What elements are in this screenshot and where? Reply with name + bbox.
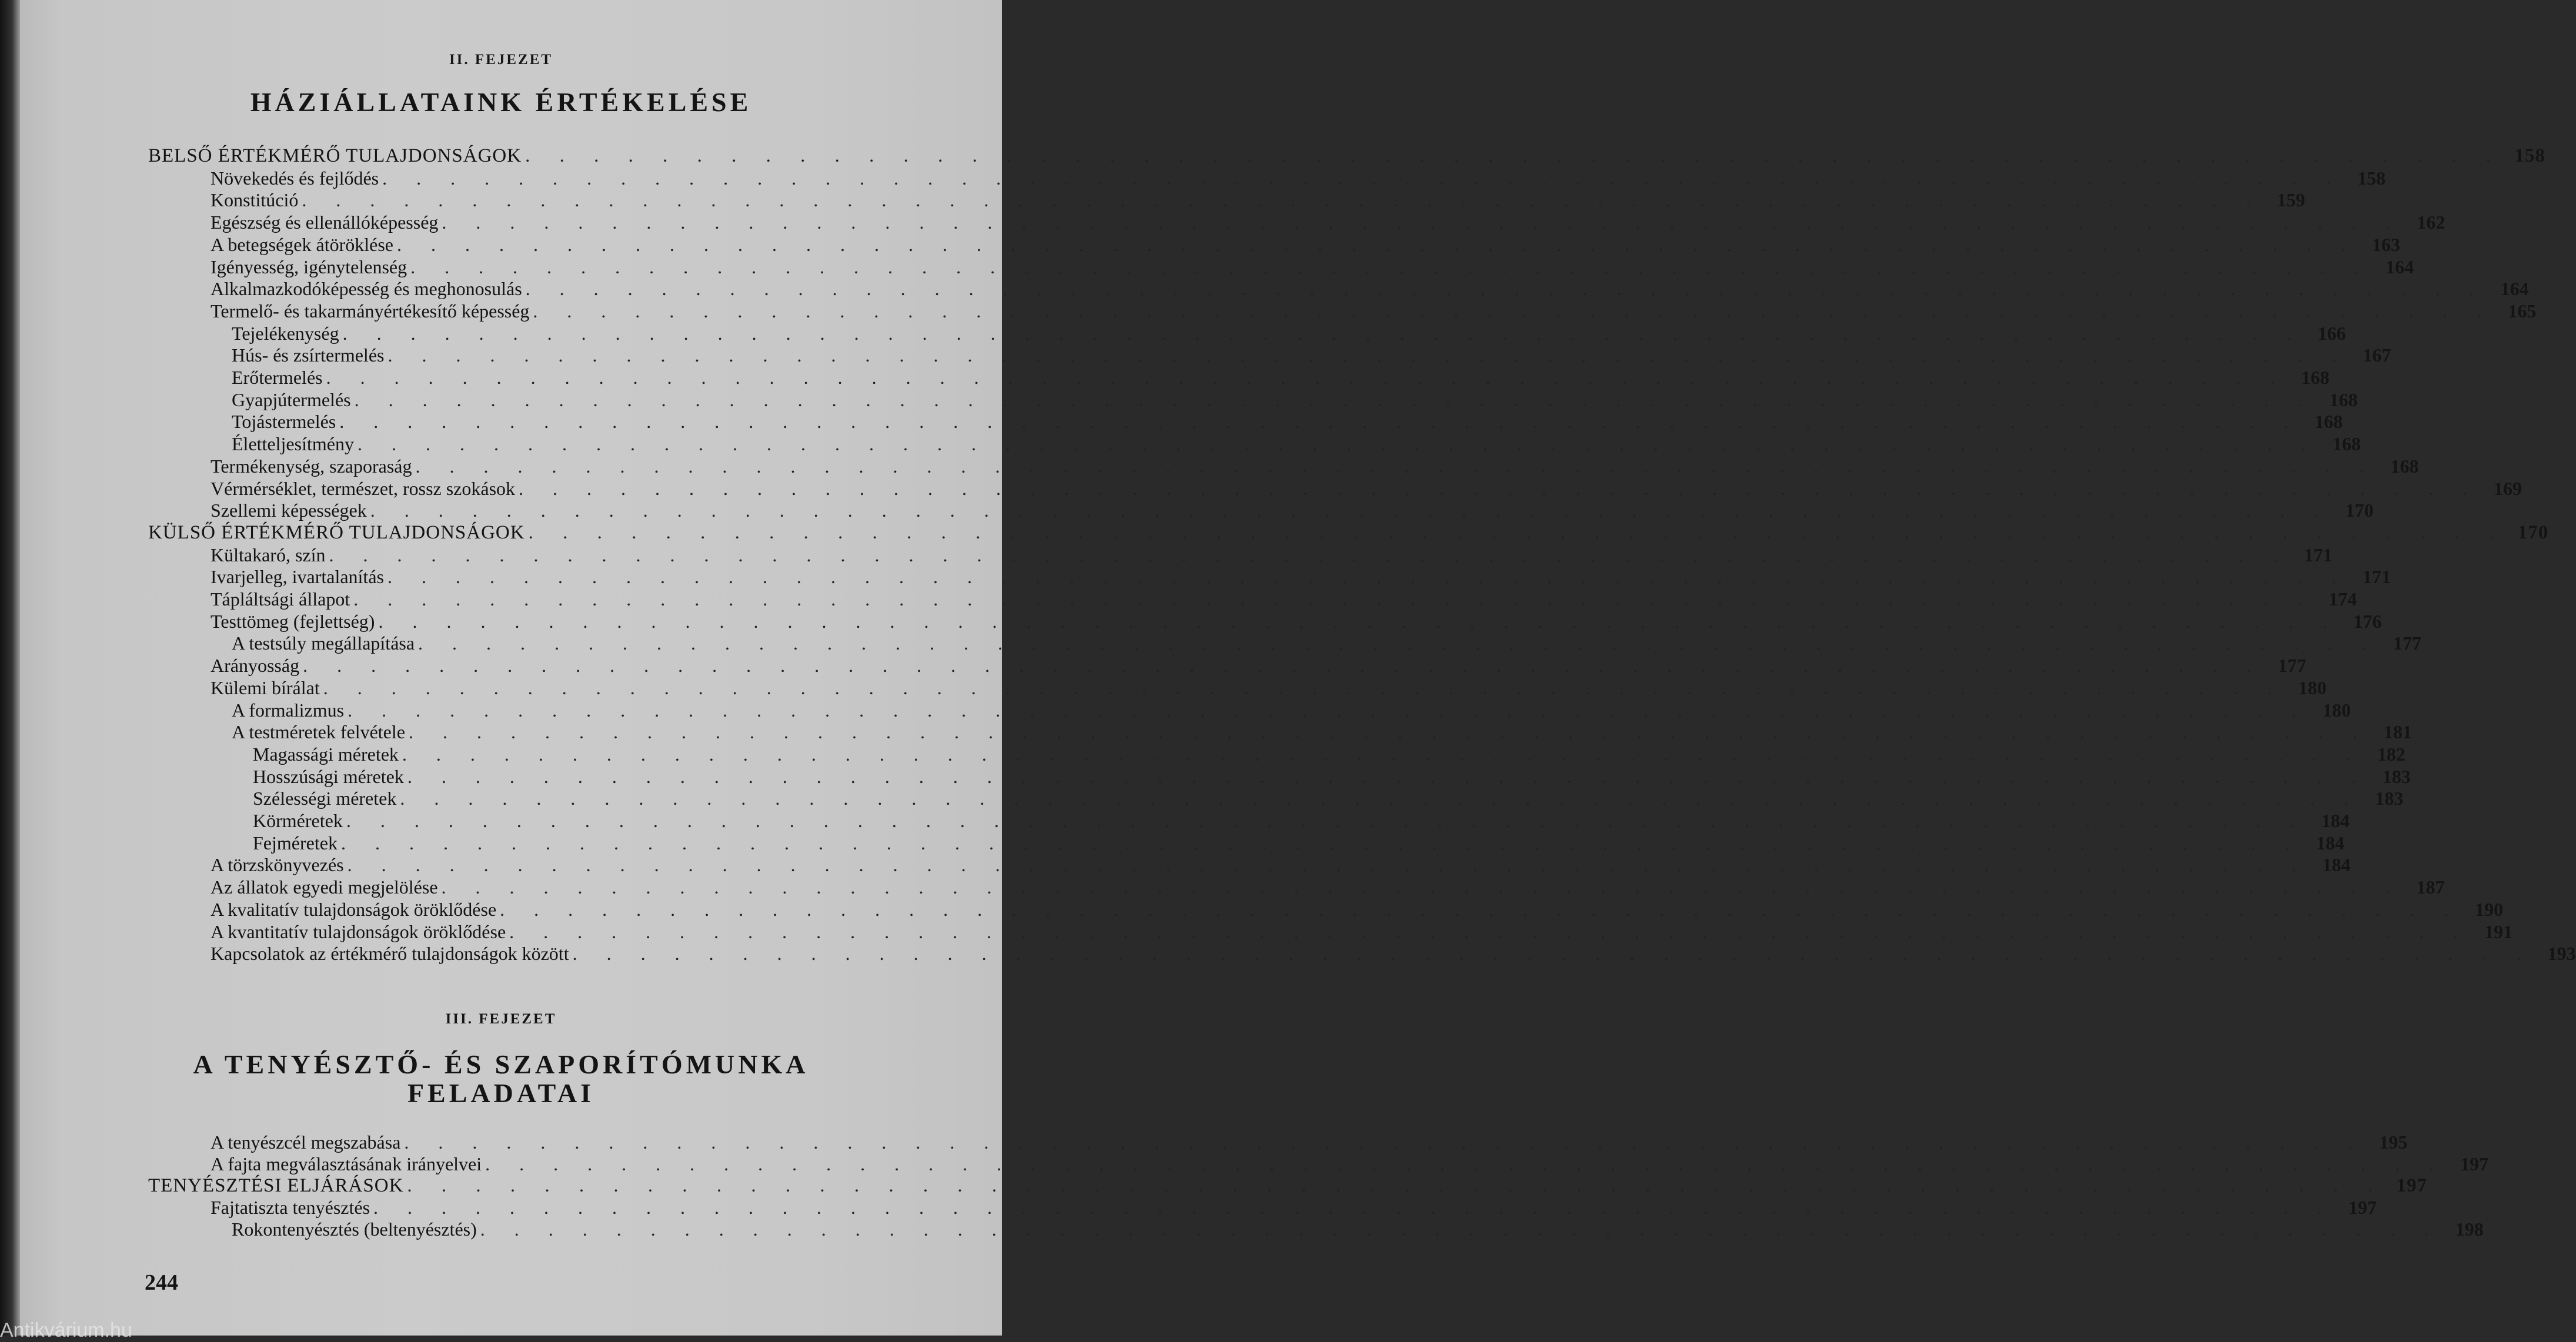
toc-leader-dots: . . . . . . . . . . . . . . . . . . . . . . . . . . . . . . . . . . . . . . . . . . . . . . . . . . . . . . . . . . — [340, 832, 2302, 854]
toc-leader-dots: . . . . . . . . . . . . . . . . . . . . . . . . . . . . . . . . . . . . . . . . . . . . . . . . . . . . . . . . . . — [519, 477, 2480, 499]
toc-entry-page: 164 — [2500, 278, 2529, 300]
toc-leader-dots: . . . . . . . . . . . . . . . . . . . . . . . . . . . . . . . . . . . . . . . . . . . . . . . . . . . . . . . . . . — [441, 876, 2403, 898]
toc-entry-title: Konstitúció — [211, 189, 299, 211]
toc-entry-title: Kültakaró, szín — [211, 544, 326, 565]
toc-entry-page: 184 — [2322, 854, 2351, 876]
toc-entry-title: Hús- és zsírtermelés — [232, 344, 385, 366]
toc-leader-dots: . . . . . . . . . . . . . . . . . . . . . . . . . . . . . . . . . . . . . . . . . . . . . . . . . . . . . . . . . . — [387, 344, 2349, 366]
toc-entry — [232, 699, 2351, 721]
toc-entry-title: Kapcsolatok az értékmérő tulajdonságok között — [211, 943, 569, 965]
toc-entry-page: 169 — [2494, 477, 2522, 499]
toc-leader-dots: . . . . . . . . . . . . . . . . . . . . . . . . . . . . . . . . . . . . . . . . . . . . . . . . . . . . . . . . . . — [533, 300, 2494, 322]
toc-entry — [232, 1218, 2484, 1240]
toc-leader-dots: . . . . . . . . . . . . . . . . . . . . . . . . . . . . . . . . . . . . . . . . . . . . . . . . . . . . . . . . . . — [323, 677, 2284, 698]
toc-entry-page: 167 — [2363, 344, 2391, 366]
toc-entry-title: Fejméretek — [253, 832, 338, 854]
toc-entry-title: Életteljesítmény — [232, 433, 354, 455]
toc-entry-title: KÜLSŐ ÉRTÉKMÉRŐ TULAJDONSÁGOK — [148, 521, 525, 543]
toc-entry-title: Termékenység, szaporaság — [211, 455, 412, 477]
toc-entry-page: 158 — [2357, 167, 2386, 189]
toc-entry-title: Fajtatiszta tenyésztés — [211, 1197, 370, 1218]
toc-entry — [211, 167, 2386, 189]
toc-leader-dots: . . . . . . . . . . . . . . . . . . . . . . . . . . . . . . . . . . . . . . . . . . . . . . . . . . . . . . . . . . — [442, 212, 2403, 233]
toc-entry-title: BELSŐ ÉRTÉKMÉRŐ TULAJDONSÁGOK — [148, 145, 522, 166]
toc-entry-title: Külemi bírálat — [211, 677, 320, 698]
toc-entry — [232, 344, 2391, 366]
toc-leader-dots: . . . . . . . . . . . . . . . . . . . . . . . . . . . . . . . . . . . . . . . . . . . . . . . . . . . . . . . . . . — [329, 544, 2290, 565]
toc-entry-page: 163 — [2372, 233, 2400, 255]
toc-leader-dots: . . . . . . . . . . . . . . . . . . . . . . . . . . . . . . . . . . . . . . . . . . . . . . . . . . . . . . . . . . — [400, 788, 2361, 809]
toc-entry-title: A kvantitatív tulajdonságok öröklődése — [211, 921, 506, 942]
toc-entry-title: Igényesség, igénytelenség — [211, 256, 407, 277]
toc-entry — [211, 499, 2374, 521]
toc-entry-title: A testméretek felvétele — [232, 721, 405, 743]
toc-leader-dots: . . . . . . . . . . . . . . . . . . . . . . . . . . . . . . . . . . . . . . . . . . . . . . . . . . . . . . . . . . — [353, 588, 2315, 610]
toc-entry-page: 165 — [2508, 300, 2537, 322]
toc-leader-dots: . . . . . . . . . . . . . . . . . . . . . . . . . . . . . . . . . . . . . . . . . . . . . . . . . . . . . . . . . . — [418, 632, 2380, 654]
toc-leader-dots: . . . . . . . . . . . . . . . . . . . . . . . . . . . . . . . . . . . . . . . . . . . . . . . . . . . . . . . . . . — [500, 898, 2461, 920]
toc-entry — [211, 211, 2445, 233]
toc-entry — [211, 1153, 2489, 1175]
toc-entry-title: A tenyészcél megszabása — [211, 1132, 401, 1153]
toc-leader-dots: . . . . . . . . . . . . . . . . . . . . . . . . . . . . . . . . . . . . . . . . . . . . . . . . . . . . . . . . . . — [339, 411, 2301, 433]
toc-leader-dots: . . . . . . . . . . . . . . . . . . . . . . . . . . . . . . . . . . . . . . . . . . . . . . . . . . . . . . . . . . — [480, 1219, 2441, 1240]
toc-leader-dots: . . . . . . . . . . . . . . . . . . . . . . . . . . . . . . . . . . . . . . . . . . . . . . . . . . . . . . . . . . — [402, 743, 2363, 765]
toc-entry — [232, 389, 2358, 411]
toc-entry-page: 168 — [2390, 455, 2419, 477]
toc-entry-title: Az állatok egyedi megjelölése — [211, 876, 438, 898]
toc-leader-dots: . . . . . . . . . . . . . . . . . . . . . . . . . . . . . . . . . . . . . . . . . . . . . . . . . . . . . . . . . . — [525, 145, 2503, 166]
toc-entry-title: A kvalitatív tulajdonságok öröklődése — [211, 898, 497, 920]
toc-entry — [232, 632, 2422, 654]
toc-entry — [211, 1196, 2377, 1219]
toc-entry — [211, 898, 2504, 921]
watermark-text: Antikvárium.hu — [0, 1319, 132, 1341]
toc-leader-dots: . . . . . . . . . . . . . . . . . . . . . . . . . . . . . . . . . . . . . . . . . . . . . . . . . . . . . . . . . . — [485, 1153, 2447, 1174]
toc-entry-page: 198 — [2455, 1219, 2484, 1240]
toc-leader-dots: . . . . . . . . . . . . . . . . . . . . . . . . . . . . . . . . . . . . . . . . . . . . . . . . . . . . . . . . . . — [387, 566, 2348, 588]
toc-entry — [253, 743, 2405, 765]
toc-leader-dots: . . . . . . . . . . . . . . . . . . . . . . . . . . . . . . . . . . . . . . . . . . . . . . . . . . . . . . . . . . — [373, 1197, 2335, 1218]
toc-entry — [211, 921, 2513, 943]
toc-leader-dots: . . . . . . . . . . . . . . . . . . . . . . . . . . . . . . . . . . . . . . . . . . . . . . . . . . . . . . . . . . — [382, 167, 2344, 189]
toc-entry-title: Szellemi képességek — [211, 500, 367, 521]
toc-entry-page: 180 — [2323, 699, 2351, 721]
toc-entry-title: Egészség és ellenállóképesség — [211, 212, 439, 233]
toc-entry — [232, 410, 2343, 433]
toc-entry-page: 162 — [2417, 212, 2445, 233]
toc-entry — [253, 832, 2344, 854]
toc-entry — [211, 677, 2327, 699]
toc-leader-dots: . . . . . . . . . . . . . . . . . . . . . . . . . . . . . . . . . . . . . . . . . . . . . . . . . . . . . . . . . . — [410, 256, 2372, 277]
toc-leader-dots: . . . . . . . . . . . . . . . . . . . . . . . . . . . . . . . . . . . . . . . . . . . . . . . . . . . . . . . . . . — [303, 655, 2264, 677]
toc-leader-dots: . . . . . . . . . . . . . . . . . . . . . . . . . . . . . . . . . . . . . . . . . . . . . . . . . . . . . . . . . . — [347, 854, 2308, 876]
toc-entry-title: Tápláltsági állapot — [211, 588, 350, 610]
toc-entry — [211, 942, 2576, 965]
toc-leader-dots: . . . . . . . . . . . . . . . . . . . . . . . . . . . . . . . . . . . . . . . . . . . . . . . . . . . . . . . . . . — [370, 500, 2331, 521]
toc-entry-page: 184 — [2321, 810, 2350, 831]
toc-leader-dots: . . . . . . . . . . . . . . . . . . . . . . . . . . . . . . . . . . . . . . . . . . . . . . . . . . . . . . . . . . — [525, 278, 2487, 300]
toc-entry — [211, 256, 2414, 278]
toc-entry-title: A formalizmus — [232, 699, 345, 721]
toc-entry-page: 170 — [2345, 500, 2374, 521]
toc-entry — [211, 876, 2445, 898]
chapter-2-title: HÁZIÁLLATAINK ÉRTÉKELÉSE — [250, 87, 752, 117]
toc-entry — [253, 787, 2404, 809]
toc-leader-dots: . . . . . . . . . . . . . . . . . . . . . . . . . . . . . . . . . . . . . . . . . . . . . . . . . . . . . . . . . . — [407, 765, 2368, 787]
toc-entry-page: 164 — [2385, 256, 2414, 277]
toc-entry — [211, 610, 2382, 632]
toc-entry — [148, 521, 2549, 544]
toc-entry — [148, 145, 2545, 167]
toc-entry-page: 197 — [2396, 1175, 2428, 1196]
toc-entry — [211, 588, 2357, 610]
toc-entry-title: Tejelékenység — [232, 322, 339, 344]
toc-entry — [211, 854, 2351, 876]
toc-leader-dots: . . . . . . . . . . . . . . . . . . . . . . . . . . . . . . . . . . . . . . . . . . . . . . . . . . . . . . . . . . — [346, 810, 2307, 831]
toc-entry-page: 190 — [2475, 898, 2504, 920]
toc-entry-title: Alkalmazkodóképesség és meghonosulás — [211, 278, 522, 300]
toc-leader-dots: . . . . . . . . . . . . . . . . . . . . . . . . . . . . . . . . . . . . . . . . . . . . . . . . . . . . . . . . . . — [342, 322, 2304, 344]
toc-leader-dots: . . . . . . . . . . . . . . . . . . . . . . . . . . . . . . . . . . . . . . . . . . . . . . . . . . . . . . . . . . — [397, 233, 2358, 255]
toc-entry — [148, 1174, 2428, 1197]
toc-leader-dots: . . . . . . . . . . . . . . . . . . . . . . . . . . . . . . . . . . . . . . . . . . . . . . . . . . . . . . . . . . — [404, 1132, 2365, 1153]
toc-entry-title: Hosszúsági méretek — [253, 765, 404, 787]
toc-entry-title: Termelő- és takarmányértékesítő képesség — [211, 300, 530, 322]
toc-leader-dots: . . . . . . . . . . . . . . . . . . . . . . . . . . . . . . . . . . . . . . . . . . . . . . . . . . . . . . . . . . — [415, 455, 2377, 477]
toc-entry — [211, 233, 2400, 256]
toc-entry-title: A betegségek átöröklése — [211, 233, 393, 255]
toc-entry-title: Magassági méretek — [253, 743, 399, 765]
toc-entry-page: 176 — [2353, 610, 2382, 632]
toc-entry-page: 159 — [2277, 189, 2306, 211]
toc-leader-dots: . . . . . . . . . . . . . . . . . . . . . . . . . . . . . . . . . . . . . . . . . . . . . . . . . . . . . . . . . . — [357, 433, 2318, 455]
toc-entry-title: Vérmérséklet, természet, rossz szokások — [211, 477, 516, 499]
toc-entry-page: 171 — [2362, 566, 2391, 588]
chapter-3-title-line-2: FELADATAI — [407, 1078, 595, 1108]
toc-entry-title: Arányosság — [211, 655, 300, 677]
toc-entry — [211, 477, 2522, 500]
toc-entry-title: Gyapjútermelés — [232, 389, 351, 410]
toc-entry — [232, 322, 2346, 344]
toc-entry-page: 197 — [2460, 1153, 2489, 1174]
toc-entry — [211, 189, 2306, 211]
toc-entry — [211, 654, 2307, 677]
chapter-3-title-line-1: A TENYÉSZTŐ- ÉS SZAPORÍTÓMUNKA — [193, 1049, 809, 1079]
toc-entry — [211, 544, 2333, 566]
chapter-2-label: II. FEJEZET — [449, 52, 553, 68]
toc-entry-title: Rokontenyésztés (beltenyésztés) — [232, 1219, 477, 1240]
toc-leader-dots: . . . . . . . . . . . . . . . . . . . . . . . . . . . . . . . . . . . . . . . . . . . . . . . . . . . . . . . . . . — [407, 1175, 2385, 1196]
toc-entry — [211, 1131, 2408, 1153]
toc-entry-title: Tojástermelés — [232, 411, 336, 433]
toc-entry-page: 170 — [2517, 521, 2549, 543]
toc-entry-page: 187 — [2416, 876, 2445, 898]
toc-entry-title: TENYÉSZTÉSI ELJÁRÁSOK — [148, 1175, 404, 1196]
toc-entry-title: A fajta megválasztásának irányelvei — [211, 1153, 482, 1174]
toc-entry-title: Körméretek — [253, 810, 343, 831]
toc-leader-dots: . . . . . . . . . . . . . . . . . . . . . . . . . . . . . . . . . . . . . . . . . . . . . . . . . . . . . . . . . . — [326, 367, 2287, 388]
toc-entry-page: 183 — [2382, 765, 2411, 787]
toc-entry — [232, 366, 2330, 389]
toc-entry-page: 180 — [2298, 677, 2327, 698]
book-spine-shadow — [0, 0, 20, 1336]
toc-entry — [253, 765, 2411, 788]
toc-entry-page: 177 — [2393, 632, 2422, 654]
toc-entry-title: Testtömeg (fejlettség) — [211, 610, 375, 632]
toc-entry-page: 168 — [2329, 389, 2358, 410]
toc-entry-page: 171 — [2304, 544, 2333, 565]
toc-leader-dots: . . . . . . . . . . . . . . . . . . . . . . . . . . . . . . . . . . . . . . . . . . . . . . . . . . . . . . . . . . — [354, 389, 2316, 410]
toc-entry-page: 177 — [2278, 655, 2307, 677]
toc-entry-page: 158 — [2514, 145, 2545, 166]
toc-entry — [211, 300, 2537, 322]
page-number: 244 — [145, 1270, 178, 1295]
toc-entry-title: A testsúly megállapítása — [232, 632, 415, 654]
toc-leader-dots: . . . . . . . . . . . . . . . . . . . . . . . . . . . . . . . . . . . . . . . . . . . . . . . . . . . . . . . . . . — [528, 521, 2507, 543]
toc-entry-page: 168 — [2301, 367, 2330, 388]
toc-entry-page: 168 — [2314, 411, 2343, 433]
toc-entry-page: 193 — [2547, 943, 2576, 965]
toc-leader-dots: . . . . . . . . . . . . . . . . . . . . . . . . . . . . . . . . . . . . . . . . . . . . . . . . . . . . . . . . . . — [509, 921, 2471, 942]
toc-leader-dots: . . . . . . . . . . . . . . . . . . . . . . . . . . . . . . . . . . . . . . . . . . . . . . . . . . . . . . . . . . — [378, 610, 2340, 632]
toc-entry-page: 195 — [2379, 1132, 2408, 1153]
toc-entry-title: Ivarjelleg, ivartalanítás — [211, 566, 384, 588]
toc-entry — [211, 277, 2529, 300]
toc-entry-page: 191 — [2484, 921, 2513, 942]
toc-leader-dots: . . . . . . . . . . . . . . . . . . . . . . . . . . . . . . . . . . . . . . . . . . . . . . . . . . . . . . . . . . — [348, 699, 2309, 721]
toc-entry — [232, 721, 2412, 743]
toc-entry-title: A törzskönyvezés — [211, 854, 344, 876]
toc-leader-dots: . . . . . . . . . . . . . . . . . . . . . . . . . . . . . . . . . . . . . . . . . . . . . . . . . . . . . . . . . . — [572, 943, 2534, 965]
toc-entry — [211, 565, 2391, 588]
toc-entry-title: Erőtermelés — [232, 367, 323, 388]
toc-entry-page: 197 — [2348, 1197, 2377, 1218]
toc-entry — [211, 455, 2419, 477]
toc-leader-dots: . . . . . . . . . . . . . . . . . . . . . . . . . . . . . . . . . . . . . . . . . . . . . . . . . . . . . . . . . . — [302, 189, 2263, 211]
toc-entry-page: 182 — [2377, 743, 2405, 765]
toc-entry-page: 166 — [2317, 322, 2346, 344]
toc-leader-dots: . . . . . . . . . . . . . . . . . . . . . . . . . . . . . . . . . . . . . . . . . . . . . . . . . . . . . . . . . . — [408, 721, 2370, 743]
toc-entry — [253, 809, 2350, 832]
toc-entry-page: 181 — [2383, 721, 2412, 743]
toc-entry — [232, 433, 2361, 455]
toc-entry-page: 174 — [2328, 588, 2357, 610]
toc-entry-title: Szélességi méretek — [253, 788, 397, 809]
chapter-3-label: III. FEJEZET — [445, 1011, 557, 1027]
toc-entry-page: 184 — [2316, 832, 2344, 854]
toc-entry-page: 183 — [2375, 788, 2404, 809]
toc-entry-page: 168 — [2332, 433, 2361, 455]
toc-entry-title: Növekedés és fejlődés — [211, 167, 379, 189]
